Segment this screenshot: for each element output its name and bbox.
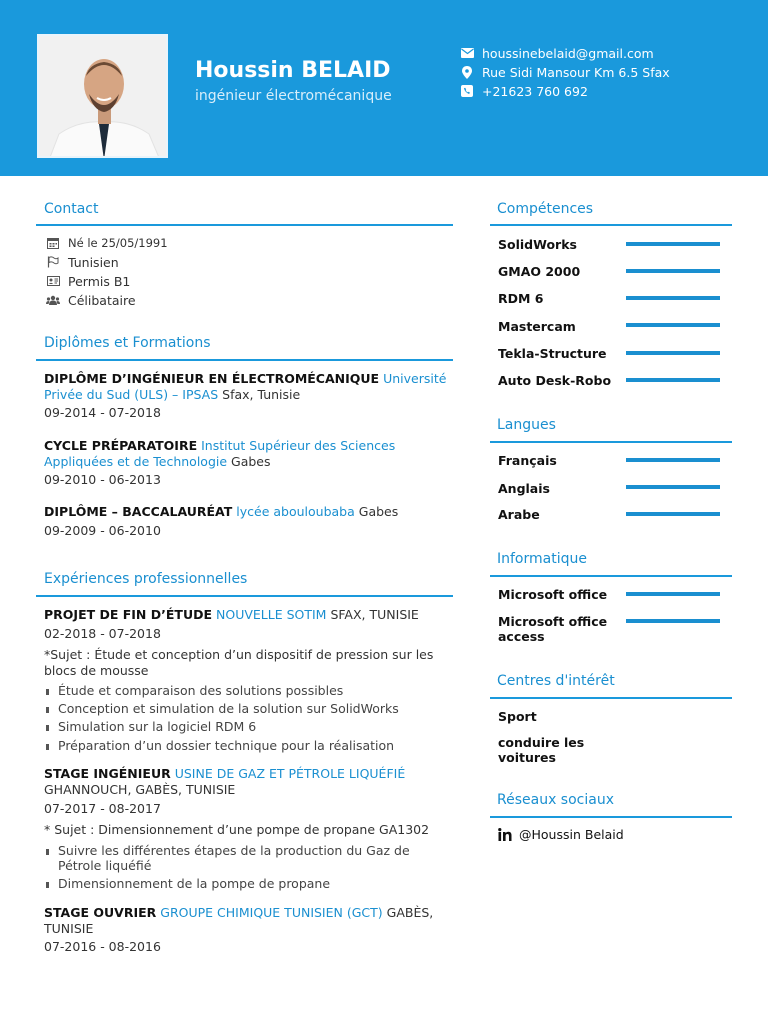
interests-section-title: Centres d'intérêt [497, 673, 615, 689]
skill-name: Mastercam [498, 319, 576, 334]
full-name: Houssin BELAID [195, 58, 391, 83]
header-address [460, 63, 670, 81]
contact-nationality [46, 254, 119, 270]
job-title: ingénieur électromécanique [195, 88, 392, 104]
diplomas-divider [36, 359, 453, 361]
computing-section-title: Informatique [497, 551, 587, 567]
language-level-bar [626, 458, 720, 462]
experience-dates: 07-2016 - 08-2016 [44, 939, 161, 954]
diploma-dates: 09-2014 - 07-2018 [44, 405, 161, 420]
experience-place: GHANNOUCH, GABÈS, TUNISIE [44, 782, 236, 797]
id-card-icon [46, 274, 60, 288]
marital-status-text: Célibataire [68, 292, 136, 308]
software-level-bar [626, 619, 720, 623]
diploma-entry-2 [44, 438, 454, 470]
skill-name: Tekla-Structure [498, 346, 607, 361]
contact-license [46, 273, 130, 289]
header-banner [0, 0, 768, 176]
contact-status [46, 292, 136, 308]
diploma-place: Gabes [231, 454, 271, 469]
diploma-degree: CYCLE PRÉPARATOIRE [44, 438, 198, 453]
experience-bullet: Dimensionnement de la pompe de propane [44, 876, 454, 891]
language-level-bar [626, 485, 720, 489]
social-section-title: Réseaux sociaux [497, 792, 614, 808]
software-level-bar [626, 592, 720, 596]
diploma-entry-1 [44, 371, 454, 403]
language-level-bar [626, 512, 720, 516]
language-name: Français [498, 453, 557, 468]
experience-subject: *Sujet : Étude et conception d’un dispositif de pression sur les blocs de mousse [44, 647, 434, 678]
phone-text: +21623 760 692 [482, 83, 588, 99]
skill-name: GMAO 2000 [498, 264, 581, 279]
diploma-entry-3 [44, 504, 454, 520]
linkedin-link[interactable] [497, 826, 624, 842]
diploma-dates: 09-2009 - 06-2010 [44, 523, 161, 538]
experience-entry-3 [44, 905, 454, 937]
experience-company: NOUVELLE SOTIM [216, 607, 327, 622]
experience-company: USINE DE GAZ ET PÉTROLE LIQUÉFIÉ [174, 766, 406, 781]
experience-place: SFAX, TUNISIE [330, 607, 419, 622]
users-icon [46, 293, 60, 307]
languages-section-title: Langues [497, 417, 556, 433]
language-name: Anglais [498, 481, 550, 496]
interests-divider [490, 697, 732, 699]
contact-divider [36, 224, 453, 226]
software-name: Microsoft office access [498, 614, 608, 644]
experience-entry-1 [44, 607, 454, 623]
experience-role: STAGE OUVRIER [44, 905, 157, 920]
header-phone[interactable] [460, 82, 588, 100]
computing-divider [490, 575, 732, 577]
diploma-place: Sfax, Tunisie [222, 387, 301, 402]
skill-level-bar [626, 296, 720, 300]
license-text: Permis B1 [68, 273, 131, 289]
location-pin-icon [460, 65, 474, 79]
experience-dates: 07-2017 - 08-2017 [44, 801, 161, 816]
experience-bullet: Préparation d’un dossier technique pour la réalisation [44, 738, 454, 753]
header-email[interactable] [460, 44, 654, 62]
experience-divider [36, 595, 453, 597]
experience-bullet: Conception et simulation de la solution sur SolidWorks [44, 701, 454, 716]
skill-level-bar [626, 269, 720, 273]
linkedin-handle: @Houssin Belaid [519, 826, 624, 842]
experience-place: GABÈS, TUNISIE [44, 905, 434, 936]
interest-item: conduire les voitures [498, 735, 585, 765]
skill-level-bar [626, 378, 720, 382]
envelope-icon [460, 46, 474, 60]
diploma-school: Institut Supérieur des Sciences Appliquées et de Technologie [44, 438, 396, 469]
experience-section-title: Expériences professionnelles [44, 571, 248, 587]
experience-role: STAGE INGÉNIEUR [44, 766, 171, 781]
experience-bullet: Suivre les différentes étapes de la production du Gaz de Pétrole liquéfié [44, 843, 454, 873]
calendar-icon [46, 236, 60, 250]
skill-name: RDM 6 [498, 291, 544, 306]
birthdate-text: Né le 25/05/1991 [68, 236, 168, 250]
experience-subject: * Sujet : Dimensionnement d’une pompe de propane GA1302 [44, 822, 430, 837]
flag-icon [46, 255, 60, 269]
languages-divider [490, 441, 732, 443]
language-name: Arabe [498, 507, 540, 522]
skill-level-bar [626, 323, 720, 327]
interest-item: Sport [498, 709, 537, 724]
diploma-dates: 09-2010 - 06-2013 [44, 472, 161, 487]
linkedin-icon [497, 827, 513, 841]
experience-role: PROJET DE FIN D’ÉTUDE [44, 607, 213, 622]
contact-birthdate [46, 235, 168, 251]
experience-bullet: Simulation sur la logiciel RDM 6 [44, 719, 454, 734]
nationality-text: Tunisien [68, 254, 119, 270]
skill-name: SolidWorks [498, 237, 577, 252]
diploma-school: Université Privée du Sud (ULS) – IPSAS [44, 371, 447, 402]
experience-company: GROUPE CHIMIQUE TUNISIEN (GCT) [160, 905, 383, 920]
email-text: houssinebelaid@gmail.com [482, 45, 654, 61]
diploma-school: lycée abouloubaba [236, 504, 355, 519]
diploma-place: Gabes [358, 504, 399, 519]
skills-section-title: Compétences [497, 201, 594, 217]
social-divider [490, 816, 732, 818]
profile-photo [37, 34, 168, 158]
experience-dates: 02-2018 - 07-2018 [44, 626, 161, 641]
phone-icon [460, 84, 474, 98]
skills-divider [490, 224, 732, 226]
skill-level-bar [626, 351, 720, 355]
experience-entry-2 [44, 766, 454, 798]
skill-name: Auto Desk-Robo [498, 373, 612, 388]
contact-section-title: Contact [44, 201, 99, 217]
software-name: Microsoft office [498, 587, 608, 602]
diploma-degree: DIPLÔME – BACCALAURÉAT [44, 504, 233, 519]
address-text: Rue Sidi Mansour Km 6.5 Sfax [482, 64, 670, 80]
experience-bullet: Étude et comparaison des solutions possibles [44, 683, 454, 698]
skill-level-bar [626, 242, 720, 246]
diploma-degree: DIPLÔME D’INGÉNIEUR EN ÉLECTROMÉCANIQUE [44, 371, 380, 386]
diplomas-section-title: Diplômes et Formations [44, 335, 211, 351]
